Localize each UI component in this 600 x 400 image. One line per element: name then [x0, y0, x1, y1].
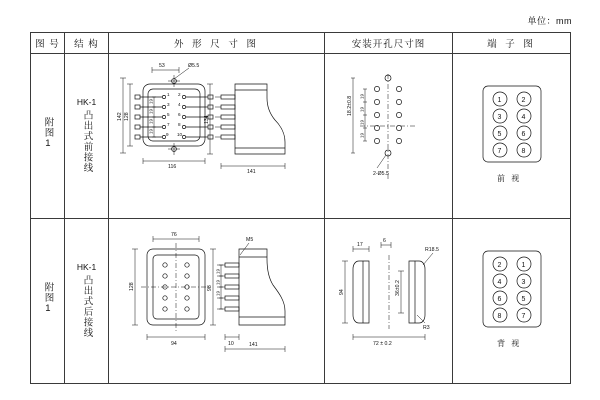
svg-text:36±0.2: 36±0.2: [395, 280, 401, 296]
terminal-pin: 6: [497, 296, 502, 303]
row1-mounting-cell: [325, 54, 453, 219]
svg-text:19: 19: [215, 291, 221, 296]
unit-note: 单位：mm: [527, 16, 572, 26]
row1-outline-drawing: [109, 54, 325, 217]
svg-text:8: 8: [178, 122, 181, 127]
svg-text:19: 19: [215, 269, 221, 274]
header-structure: 结 构: [65, 33, 109, 54]
svg-text:116: 116: [168, 164, 177, 170]
svg-text:3: 3: [167, 102, 170, 107]
svg-text:128: 128: [124, 112, 130, 121]
svg-text:19: 19: [148, 129, 154, 134]
svg-text:M5: M5: [246, 237, 254, 243]
svg-text:18.2±0.8: 18.2±0.8: [347, 95, 353, 116]
svg-text:4: 4: [178, 102, 181, 107]
svg-text:94: 94: [339, 289, 345, 295]
svg-text:141: 141: [249, 342, 258, 348]
row1-mounting-drawing: [325, 54, 453, 217]
terminal-pin: 8: [497, 313, 502, 320]
svg-text:141: 141: [247, 169, 256, 175]
svg-text:Ø5.5: Ø5.5: [188, 63, 200, 69]
row1-terminal-drawing: [453, 54, 571, 217]
terminal-pin: 7: [497, 148, 502, 155]
terminal-pin: 2: [521, 97, 526, 104]
table-header-row: [31, 33, 571, 54]
header-fig-no: 图 号: [31, 33, 65, 54]
svg-text:19: 19: [359, 133, 365, 138]
row2-structure-cell: [65, 219, 109, 384]
header-outline-dim: 外 形 尺 寸 图: [109, 33, 325, 54]
row1-structure: [65, 97, 108, 175]
svg-text:2-Ø5.5: 2-Ø5.5: [373, 171, 389, 177]
svg-text:128: 128: [129, 282, 135, 291]
row2-outline-cell: [109, 219, 325, 384]
terminal-pin: 3: [497, 114, 502, 121]
row2-structure-code: HK-1: [76, 261, 97, 272]
table-row: [31, 219, 571, 384]
svg-text:19: 19: [359, 94, 365, 99]
terminal-pin: 8: [521, 148, 526, 155]
svg-text:2: 2: [178, 92, 181, 97]
row1-terminal-cell: [453, 54, 571, 219]
svg-text:6: 6: [383, 238, 386, 244]
row1-outline-cell: [109, 54, 325, 219]
terminal-pin: 5: [497, 131, 502, 138]
terminal-pin: 1: [521, 262, 526, 269]
svg-text:19: 19: [148, 109, 154, 114]
svg-text:19: 19: [215, 280, 221, 285]
terminal-pin: 2: [497, 262, 502, 269]
terminal-caption: 前 视: [497, 174, 522, 183]
svg-text:19: 19: [148, 99, 154, 104]
svg-text:17: 17: [357, 242, 363, 248]
table-row: [31, 54, 571, 219]
row2-terminal-drawing: [453, 219, 571, 382]
row2-fig-no-cell: [31, 219, 65, 384]
svg-text:10: 10: [228, 341, 234, 347]
svg-text:94: 94: [171, 341, 177, 347]
svg-text:53: 53: [159, 63, 165, 69]
terminal-pin: 7: [521, 313, 526, 320]
svg-text:5: 5: [167, 112, 170, 117]
svg-text:9: 9: [166, 132, 169, 137]
row1-structure-code: HK-1: [76, 96, 97, 107]
row2-terminal-cell: [453, 219, 571, 384]
row1-fig-no: 附图1: [42, 117, 54, 150]
terminal-pin: 6: [521, 131, 526, 138]
svg-text:6: 6: [178, 112, 181, 117]
terminal-pin: 5: [521, 296, 526, 303]
row1-structure-cell: [65, 54, 109, 219]
row2-mounting-drawing: [325, 219, 453, 382]
svg-text:19: 19: [148, 119, 154, 124]
terminal-pin: 3: [521, 279, 526, 286]
svg-text:19: 19: [359, 107, 365, 112]
row1-fig-no-cell: [31, 54, 65, 219]
svg-text:7: 7: [167, 122, 170, 127]
svg-text:76: 76: [171, 232, 177, 238]
spec-table: [30, 32, 571, 384]
terminal-pin: 1: [497, 97, 502, 104]
row1-structure-text: 凸出式前接线: [81, 110, 93, 173]
terminal-pin: 4: [521, 114, 526, 121]
header-mounting-hole: 安装开孔尺寸图: [325, 33, 453, 54]
svg-text:98: 98: [207, 285, 213, 291]
terminal-pin: 4: [497, 279, 502, 286]
row2-fig-no: 附图1: [42, 282, 54, 315]
terminal-caption: 背 视: [497, 339, 522, 348]
svg-text:19: 19: [359, 120, 365, 125]
svg-text:142: 142: [117, 112, 123, 121]
svg-text:1: 1: [167, 92, 170, 97]
svg-text:10: 10: [177, 132, 183, 137]
svg-text:R3: R3: [423, 325, 430, 331]
svg-text:134: 134: [204, 115, 210, 124]
svg-text:72 ± 0.2: 72 ± 0.2: [373, 341, 392, 347]
header-terminal: 端 子 图: [453, 33, 571, 54]
svg-text:R18.5: R18.5: [425, 247, 439, 253]
row2-structure-text: 凸出式后接线: [81, 275, 93, 338]
row2-mounting-cell: [325, 219, 453, 384]
row2-structure: [65, 262, 108, 340]
row2-outline-drawing: [109, 219, 325, 382]
